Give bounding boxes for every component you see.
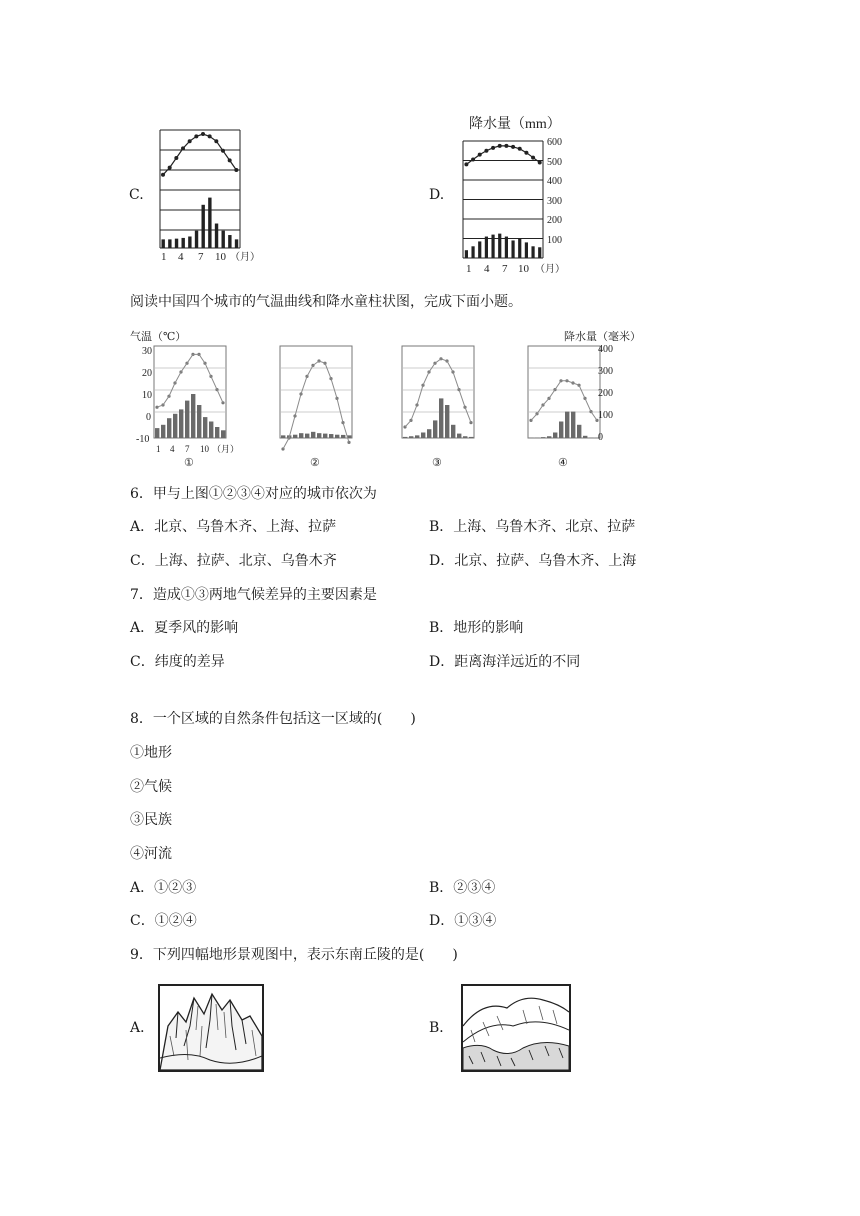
d-temp-point xyxy=(518,147,522,151)
q7-option-b[interactable]: B．地形的影响 xyxy=(429,620,524,636)
temp-tick-10: 10 xyxy=(142,390,152,401)
q8-stem: 8．一个区域的自然条件包括这一区域的( ) xyxy=(130,711,416,727)
panel-precip-bar xyxy=(299,433,303,438)
p1-month-1: 1 xyxy=(156,444,161,454)
panel-precip-bar xyxy=(445,405,449,438)
d-tick-100: 100 xyxy=(547,235,562,246)
panel-precip-bar xyxy=(179,409,183,438)
d-tick-500: 500 xyxy=(547,157,562,168)
panel-precip-bar xyxy=(215,427,219,438)
c-temp-point xyxy=(194,134,198,138)
c-temp-point xyxy=(181,146,185,150)
d-month-10: 10 xyxy=(518,263,529,275)
c-precip-bar xyxy=(228,235,231,248)
panel-precip-bar xyxy=(559,422,563,439)
panel-precip-bar xyxy=(427,429,431,438)
c-precip-bar xyxy=(215,224,218,248)
c-temp-point xyxy=(221,149,225,153)
q7-option-a[interactable]: A．夏季风的影响 xyxy=(130,620,239,636)
d-temp-point xyxy=(478,153,482,157)
c-month-1: 1 xyxy=(161,251,167,263)
q6-option-b[interactable]: B．上海、乌鲁木齐、北京、拉萨 xyxy=(429,519,636,535)
c-precip-bar xyxy=(195,231,198,248)
d-month-1: 1 xyxy=(466,263,472,275)
q8-option-c[interactable]: C．①②④ xyxy=(130,913,197,929)
c-precip-bar xyxy=(175,239,178,248)
climate-panel xyxy=(280,346,352,451)
c-precip-bar xyxy=(188,236,191,248)
q6-option-c[interactable]: C．上海、拉萨、北京、乌鲁木齐 xyxy=(130,553,337,569)
p1-month-unit: （月） xyxy=(212,444,240,454)
c-temp-point xyxy=(201,132,205,136)
temp-tick-0: 0 xyxy=(146,412,151,423)
d-temp-point xyxy=(504,144,508,148)
panel-precip-bar xyxy=(317,433,321,438)
climate-panel xyxy=(528,346,600,438)
c-temp-point xyxy=(214,139,218,143)
q9-option-b-hills-sketch[interactable] xyxy=(461,984,571,1072)
panel-precip-bar xyxy=(161,425,165,438)
p1-month-10: 10 xyxy=(200,444,209,454)
q9-option-b-label[interactable]: B． xyxy=(429,1020,454,1036)
d-temp-point xyxy=(484,149,488,153)
d-tick-200: 200 xyxy=(547,215,562,226)
d-temp-point xyxy=(511,145,515,149)
d-precip-bar xyxy=(525,242,528,258)
c-temp-point xyxy=(188,139,192,143)
panel-precip-bar xyxy=(403,437,407,438)
c-month-unit: （月） xyxy=(230,252,260,263)
d-temp-point xyxy=(538,160,542,164)
c-precip-bar xyxy=(235,239,238,248)
d-temp-point xyxy=(524,151,528,155)
d-precip-bar xyxy=(498,234,501,258)
q8-option-d[interactable]: D．①③④ xyxy=(429,913,497,929)
panel-label-1: ① xyxy=(184,457,194,469)
panel-precip-bar xyxy=(439,398,443,438)
panel-precip-bar xyxy=(197,405,201,438)
panel-precip-bar xyxy=(155,428,159,438)
d-precip-bar xyxy=(531,246,534,258)
panel-precip-bar xyxy=(451,425,455,438)
panel-precip-bar xyxy=(571,412,575,438)
climate-figure xyxy=(128,326,658,471)
c-temp-point xyxy=(174,156,178,160)
panel-precip-bar xyxy=(293,435,297,438)
q6-stem: 6．甲与上图①②③④对应的城市依次为 xyxy=(130,486,377,502)
panel-frame xyxy=(154,346,226,438)
d-temp-point xyxy=(471,158,475,162)
panel-precip-bar xyxy=(583,436,587,438)
temp-axis-title: 气温（℃） xyxy=(130,331,187,343)
c-month-10: 10 xyxy=(215,251,226,263)
c-precip-bar xyxy=(182,238,185,248)
panel-precip-bar xyxy=(415,435,419,438)
d-precip-bar xyxy=(511,240,514,258)
option-d-chart xyxy=(455,108,580,278)
c-month-4: 4 xyxy=(178,251,184,263)
panel-precip-bar xyxy=(409,436,413,438)
c-temp-point xyxy=(168,166,172,170)
panel-frame xyxy=(528,346,600,438)
q9-stem: 9．下列四幅地形景观图中，表示东南丘陵的是( ) xyxy=(130,947,458,963)
p1-month-4: 4 xyxy=(170,444,175,454)
c-temp-point xyxy=(208,134,212,138)
panel-temp-curve xyxy=(405,359,471,427)
panel-label-4: ④ xyxy=(558,457,568,469)
panel-temp-curve xyxy=(531,381,597,421)
option-d-label: D. xyxy=(429,187,445,203)
reading-intro: 阅读中国四个城市的气温曲线和降水童柱状图，完成下面小题。 xyxy=(130,294,522,310)
panel-precip-bar xyxy=(577,425,581,438)
q7-stem: 7．造成①③两地气候差异的主要因素是 xyxy=(130,587,377,603)
panel-label-2: ② xyxy=(310,457,320,469)
d-temp-point xyxy=(464,162,468,166)
precip-axis-title: 降水量（毫米） xyxy=(564,331,641,343)
q8-item-3: ③民族 xyxy=(130,812,172,828)
q6-option-a[interactable]: A．北京、乌鲁木齐、上海、拉萨 xyxy=(130,519,337,535)
panel-precip-bar xyxy=(221,430,225,438)
climate-panel xyxy=(154,346,226,438)
panel-precip-bar xyxy=(469,437,473,438)
d-tick-600: 600 xyxy=(547,137,562,148)
panel-label-3: ③ xyxy=(432,457,442,469)
panel-precip-bar xyxy=(305,434,309,438)
d-temp-point xyxy=(498,144,502,148)
panel-precip-bar xyxy=(203,417,207,438)
d-month-4: 4 xyxy=(484,263,490,275)
c-precip-bar xyxy=(202,205,205,248)
panel-precip-bar xyxy=(173,414,177,438)
panel-precip-bar xyxy=(565,412,569,438)
panel-precip-bar xyxy=(341,435,345,438)
precip-tick-0: 0 xyxy=(598,432,603,443)
q7-option-d[interactable]: D．距离海洋远近的不同 xyxy=(429,654,581,670)
temp-tick-20: 20 xyxy=(142,368,152,379)
q8-option-b[interactable]: B．②③④ xyxy=(429,880,496,896)
d-precip-bar xyxy=(518,239,521,259)
panel-precip-bar xyxy=(311,432,315,438)
c-month-7: 7 xyxy=(198,251,204,263)
p1-month-7: 7 xyxy=(185,444,190,454)
panel-precip-bar xyxy=(167,418,171,438)
panel-frame xyxy=(402,346,474,438)
c-precip-bar xyxy=(222,231,225,248)
temp-tick-30: 30 xyxy=(142,346,152,357)
d-tick-300: 300 xyxy=(547,196,562,207)
panel-precip-bar xyxy=(553,433,557,439)
panel-precip-bar xyxy=(457,434,461,438)
panel-precip-bar xyxy=(209,422,213,439)
panel-precip-bar xyxy=(421,433,425,439)
c-precip-bar xyxy=(162,239,165,248)
d-precip-bar xyxy=(491,235,494,258)
temp-tick-neg10: -10 xyxy=(136,434,150,445)
c-temp-point xyxy=(161,173,165,177)
precip-tick-300: 300 xyxy=(598,366,613,377)
panel-precip-bar xyxy=(185,401,189,438)
precip-tick-400: 400 xyxy=(598,344,613,355)
climate-panel xyxy=(402,346,474,438)
c-temp-point xyxy=(234,168,238,172)
panel-precip-bar xyxy=(433,420,437,438)
panel-precip-bar xyxy=(323,434,327,438)
d-month-unit: （月） xyxy=(535,264,565,275)
q8-item-2: ②气候 xyxy=(130,779,172,795)
q9-option-a-label[interactable]: A． xyxy=(130,1020,155,1036)
q7-option-c[interactable]: C．纬度的差异 xyxy=(130,654,225,670)
c-temp-point xyxy=(228,158,232,162)
option-c-chart xyxy=(150,120,260,265)
q9-option-a-mountain-sketch[interactable] xyxy=(158,984,264,1072)
d-temp-point xyxy=(491,146,495,150)
panel-temp-curve xyxy=(157,354,223,407)
q8-item-1: ①地形 xyxy=(130,745,172,761)
q8-option-a[interactable]: A．①②③ xyxy=(130,880,197,896)
q8-item-4: ④河流 xyxy=(130,846,172,862)
option-c-label: C. xyxy=(129,187,144,203)
d-precip-bar xyxy=(471,246,474,258)
d-precip-bar xyxy=(538,247,541,258)
panel-precip-bar xyxy=(329,434,333,438)
precip-tick-200: 200 xyxy=(598,388,613,399)
panel-precip-bar xyxy=(281,435,285,438)
panel-precip-bar xyxy=(547,436,551,438)
d-temp-point xyxy=(531,156,535,160)
panel-precip-bar xyxy=(335,435,339,438)
panel-precip-bar xyxy=(541,437,545,438)
panel-precip-bar xyxy=(463,436,467,438)
d-tick-400: 400 xyxy=(547,176,562,187)
panel-precip-bar xyxy=(191,394,195,438)
q6-option-d[interactable]: D．北京、拉萨、乌鲁木齐、上海 xyxy=(429,553,637,569)
d-month-7: 7 xyxy=(502,263,508,275)
c-precip-bar xyxy=(168,239,171,248)
d-precip-bar xyxy=(505,237,508,258)
d-axis-title: 降水量（mm） xyxy=(469,117,561,132)
d-precip-bar xyxy=(485,237,488,258)
c-precip-bar xyxy=(208,198,211,248)
panel-frame xyxy=(280,346,352,438)
precip-tick-100: 100 xyxy=(598,410,613,421)
d-precip-bar xyxy=(465,250,468,258)
d-precip-bar xyxy=(478,241,481,258)
